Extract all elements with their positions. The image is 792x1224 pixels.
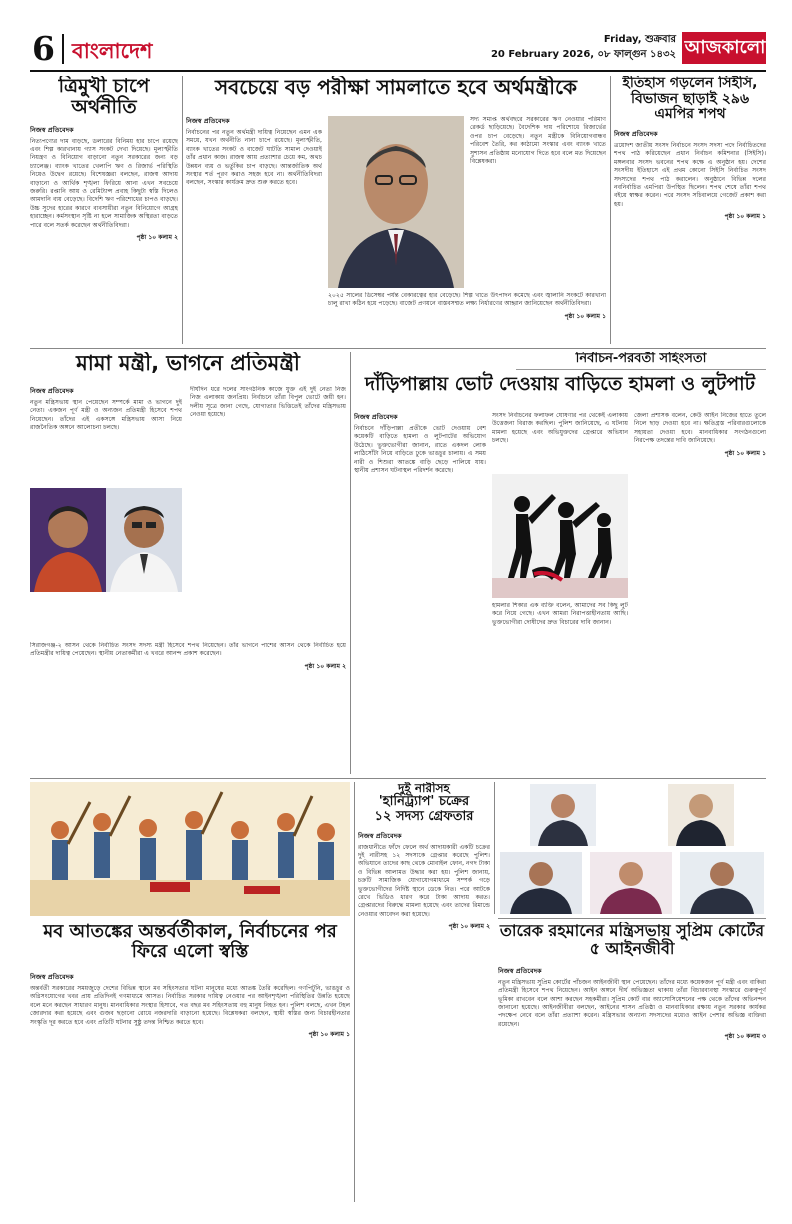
page-number: 6 bbox=[32, 30, 55, 68]
article-body: নিত্যপণ্যের দাম বাড়ছে, ডলারের বিনিময় হার চাপে রয়েছে এবং শিল্প কারখানায় গ্যাস সংকট দেখা দিয়েছে। মূল্যস্ফীতি নিয়ন্ত্রণ ও বিনিয়োগ বাড়ানো নতুন সরকারের জন্য বড় চ্যালেঞ্জ। ব্যাংক খাতের খেলাপি ঋণ ও রিজার্ভ পরিস্থিতি নিয়েও উদ্বেগ রয়েছে। বিশেষজ্ঞরা বলছেন, রাজস্ব আদায় বাড়ানো ও আর্থিক শৃঙ্খলা ফিরিয়ে আনা এখন সবচেয়ে জরুরি। রপ্তানি আয় ও রেমিট্যান্স প্রবাহ কিছুটা স্বস্তি দিলেও আমদানি ব্যয় বেড়েছে। বিদেশি ঋণ পরিশোধের চাপও বাড়ছে। উচ্চ সুদের হারের কারণে ব্যবসায়ীরা নতুন বিনিয়োগে আগ্রহ হারাচ্ছেন। কর্মসংস্থান সৃষ্টি না হলে সামাজিক অস্থিরতা বাড়তে পারে বলে সতর্ক করেছেন অর্থনীতিবিদরা। bbox=[30, 137, 178, 229]
headline: ত্রিমুখী চাপে অর্থনীতি bbox=[58, 76, 150, 119]
continued-note[interactable]: পৃষ্ঠা ১০ কলাম ১ bbox=[724, 213, 766, 221]
continued-note[interactable]: পৃষ্ঠা ১০ কলাম ২ bbox=[304, 662, 346, 670]
story-oath bbox=[614, 76, 766, 344]
headline: ইতিহাস গড়লেন সিইসি, বিভাজন ছাড়াই ২৯৬ এমপির শপথ bbox=[622, 76, 758, 123]
headline: তারেক রহমানের মন্ত্রিসভায় সুপ্রিম কোর্টের ৫ আইনজীবী bbox=[499, 922, 765, 958]
headline: সবচেয়ে বড় পরীক্ষা সামলাতে হবে অর্থমন্ত্রীকে bbox=[214, 76, 578, 99]
article-body: রাজধানীতে ফাঁদে ফেলে অর্থ আদায়কারী একটি চক্রের দুই নারীসহ ১২ সদস্যকে গ্রেপ্তার করেছে পুলিশ। অভিযানে তাদের কাছ থেকে মোবাইল ফোন, নগদ টাকা ও বিভিন্ন আলামত উদ্ধার করা হয়। পুলিশ জানায়, চক্রটি সামাজিক যোগাযোগমাধ্যমে সম্পর্ক গড়ে ভুক্তভোগীদের নির্দিষ্ট স্থানে ডেকে নিত। পরে আটকে রেখে ভিডিও ধারণ করে টাকা আদায় করত। গ্রেপ্তারদের বিরুদ্ধে মামলা হয়েছে এবং তাদের রিমান্ডে নেওয়ার আবেদন করা হয়েছে। bbox=[358, 843, 490, 918]
continued-note[interactable]: পৃষ্ঠা ১০ কলাম ২ bbox=[448, 923, 490, 931]
headline: মামা মন্ত্রী, ভাগনে প্রতিমন্ত্রী bbox=[76, 352, 300, 375]
headline-bottom: ১২ সদস্য গ্রেফতার bbox=[374, 808, 474, 824]
section-rule bbox=[30, 348, 766, 349]
article-body: নতুন মন্ত্রিসভায় স্থান পেয়েছেন সম্পর্কে মামা ও ভাগনে দুই নেতা। একজন পূর্ণ মন্ত্রী ও অন্যজন প্রতিমন্ত্রী হিসেবে শপথ নিয়েছেন। তাঁদের এই একসঙ্গে মন্ত্রিসভায় আসা নিয়ে রাজনৈতিক অঙ্গনে আলোচনা চলছে। bbox=[30, 399, 182, 432]
byline: নিজস্ব প্রতিবেদক bbox=[186, 117, 230, 125]
article-body: নির্বাচনের পর নতুন অর্থমন্ত্রী দায়িত্ব নিয়েছেন এমন এক সময়ে, যখন অর্থনীতি নানা চাপে রয়েছে। মূল্যস্ফীতি, ব্যাংক খাতের সংকট ও বাজেট ঘাটতি সামাল দেওয়াই তাঁর প্রধান কাজ। রাজস্ব আয় প্রত্যাশার চেয়ে কম, অথচ উন্নয়ন ব্যয় ও ভর্তুকির চাপ বাড়ছে। আন্তর্জাতিক অর্থ সংস্থার শর্ত পূরণ করাও সহজ হবে না। অর্থনীতিবিদরা বলছেন, সংস্কার কার্যক্রম দ্রুত শুরু করতে হবে। bbox=[186, 129, 322, 187]
section-name: বাংলাদেশ bbox=[72, 39, 153, 63]
column-rule bbox=[354, 782, 355, 1202]
header-rule bbox=[30, 70, 766, 72]
story-economy bbox=[30, 76, 178, 344]
headline: দাঁড়িপাল্লায় ভোট দেওয়ায় বাড়িতে হামলা ও লুটপাট bbox=[364, 372, 756, 395]
story-relief bbox=[30, 782, 350, 1202]
article-body-right: সদ্য সমাপ্ত অর্থবছরে সরকারের ঋণ নেওয়ার পরিমাণ রেকর্ড ছাড়িয়েছে। বৈদেশিক দায় পরিশোধে রিজার্ভের ওপর চাপ বেড়েছে। নতুন মন্ত্রীকে বিনিয়োগবান্ধব পরিবেশ তৈরি, কর কাঠামো সংস্কার এবং ব্যাংক খাতে সুশাসন প্রতিষ্ঠায় মনোযোগ দিতে হবে বলে মত দিয়েছেন বিশ্লেষকরা। bbox=[470, 116, 606, 166]
article-body-right: দীর্ঘদিন ধরে দলের সাংগঠনিক কাজে যুক্ত এই দুই নেতা নিজ নিজ এলাকায় জনপ্রিয়। নির্বাচনে তাঁরা বিপুল ভোটে জয়ী হন। দলীয় সূত্রে জানা গেছে, যোগ্যতার ভিত্তিতেই তাঁদের মন্ত্রিসভায় নেওয়া হয়েছে। bbox=[190, 386, 346, 419]
column-rule bbox=[350, 352, 351, 774]
byline: নিজস্ব প্রতিবেদক bbox=[30, 387, 74, 395]
article-body-mid: সংসদ নির্বাচনের ফলাফল ঘোষণার পর থেকেই এলাকায় উত্তেজনা বিরাজ করছিল। পুলিশ জানিয়েছে, এ ঘটনায় মামলা হয়েছে এবং অভিযুক্তদের গ্রেপ্তারে অভিযান চলছে। bbox=[492, 412, 628, 445]
continued-note[interactable]: পৃষ্ঠা ১০ কলাম ২ bbox=[136, 234, 178, 241]
article-body-right: জেলা প্রশাসক বলেন, কেউ আইন নিজের হাতে তুলে নিলে ছাড় দেওয়া হবে না। ক্ষতিগ্রস্ত পরিবারগুলোকে সহায়তা দেওয়া হবে। মানবাধিকার সংগঠনগুলো নিরপেক্ষ তদন্তের দাবি জানিয়েছে। bbox=[634, 412, 766, 445]
story-nephew bbox=[30, 352, 346, 774]
article-body: ত্রয়োদশ জাতীয় সংসদ নির্বাচনে সংসদ সদস্য পদে নির্বাচিতদের শপথ পাঠ করিয়েছেন প্রধান নির্বাচন কমিশনার (সিইসি)। মঙ্গলবার সংসদ ভবনের শপথ কক্ষে এ অনুষ্ঠান হয়। দেশের সংসদীয় ইতিহাসে এই প্রথম কোনো সিইসি নির্বাচিত সংসদ সদস্যদের শপথ পাঠ করালেন। অনুষ্ঠানে বিভিন্ন দলের নবনির্বাচিত এমপিরা উপস্থিত ছিলেন। শপথ শেষে তাঁরা শপথ বইয়ে স্বাক্ষর করেন। পরে সংসদ সচিবালয়ে গেজেট প্রকাশ করা হয়। bbox=[614, 142, 766, 208]
headline: মব আতঙ্কের অন্তর্বর্তীকাল, নির্বাচনের পর ফিরে এলো স্বস্তি bbox=[43, 921, 337, 963]
story-finance bbox=[186, 76, 606, 344]
story-lawyers bbox=[498, 922, 766, 1202]
article-body-under: হামলার শিকার এক ব্যক্তি বলেন, আমাদের সব কিছু লুট করে নিয়ে গেছে। এখন আমরা নিরাপত্তাহীনতায় আছি। ভুক্তভোগীরা দোষীদের দ্রুত বিচারের দাবি জানান। bbox=[492, 602, 628, 626]
article-body-bottom: ২০২৫ সালের ডিসেম্বর পর্যন্ত বেকারত্বের হার বেড়েছে। শিল্প খাতে উৎপাদন কমেছে এবং জ্বালানি সংকটে কারখানা চালু রাখা কঠিন হয়ে পড়েছে। বাজেট প্রণয়নে বাস্তবসম্মত লক্ষ্য নির্ধারণের আহ্বান জানিয়েছেন অর্থনীতিবিদরা। bbox=[328, 292, 606, 308]
byline: নিজস্ব প্রতিবেদক bbox=[498, 966, 542, 975]
story-gang bbox=[358, 782, 490, 1202]
page-header bbox=[30, 30, 766, 68]
continued-note[interactable]: পৃষ্ঠা ১০ কলাম ৩ bbox=[724, 1033, 766, 1041]
lawyers-photo-grid bbox=[498, 782, 766, 916]
continued-note[interactable]: পৃষ্ঠা ১০ কলাম ১ bbox=[724, 449, 766, 457]
minister-photo bbox=[328, 116, 464, 288]
column-rule bbox=[182, 76, 183, 344]
column-rule bbox=[494, 782, 495, 914]
article-body: নির্বাচনে দাঁড়িপাল্লা প্রতীকে ভোট দেওয়ায় বেশ কয়েকটি বাড়িতে হামলা ও লুটপাটের অভিযোগ উঠেছে। ভুক্তভোগীরা জানান, রাতে একদল লোক লাঠিসোঁটা নিয়ে বাড়িতে ঢুকে ভাঙচুর চালায়। এ সময় নারী ও শিশুরা আতঙ্কে বাড়ি ছেড়ে পালিয়ে যায়। স্থানীয় প্রশাসন ঘটনাস্থল পরিদর্শন করেছে। bbox=[354, 425, 486, 475]
story-violence bbox=[354, 352, 766, 776]
article-body: নতুন মন্ত্রিসভায় সুপ্রিম কোর্টের পাঁচজন আইনজীবী স্থান পেয়েছেন। তাঁদের মধ্যে কয়েকজন পূর্ণ মন্ত্রী এবং বাকিরা প্রতিমন্ত্রী হিসেবে শপথ নিয়েছেন। আইন অঙ্গনে দীর্ঘ অভিজ্ঞতা থাকায় তাঁরা বিচারব্যবস্থা সংস্কারে গুরুত্বপূর্ণ ভূমিকা রাখবেন বলে আশা করছেন সহকর্মীরা। সুপ্রিম কোর্ট বার অ্যাসোসিয়েশনের পক্ষ থেকে তাঁদের অভিনন্দন জানানো হয়েছে। আইনজীবীরা বলছেন, আইনের শাসন প্রতিষ্ঠা ও মানবাধিকার রক্ষায় নতুন সরকার কার্যকর পদক্ষেপ নেবে বলে তাঁরা প্রত্যাশা করেন। মন্ত্রিসভার অন্যান্য সদস্যদের মধ্যেও আইন পেশার অভিজ্ঞ ব্যক্তিরা রয়েছেন। bbox=[498, 978, 766, 1028]
byline: নিজস্ব প্রতিবেদক bbox=[30, 125, 74, 134]
column-rule bbox=[610, 76, 611, 344]
byline: নিজস্ব প্রতিবেদক bbox=[30, 973, 74, 981]
continued-note[interactable]: পৃষ্ঠা ১০ কলাম ১ bbox=[308, 1031, 350, 1039]
article-body-bottom: সিরাজগঞ্জ-২ আসন থেকে নির্বাচিত সংসদ সদস্য মন্ত্রী হিসেবে শপথ নিয়েছেন। তাঁর ভাগনে পাশের আসন থেকে নির্বাচিত হয়ে প্রতিমন্ত্রীর দায়িত্ব পেয়েছেন। স্থানীয় নেতাকর্মীরা এ খবরে আনন্দ প্রকাশ করেছেন। bbox=[30, 642, 346, 658]
issue-date: 20 February 2026, ০৮ ফাল্গুন ১৪৩২ bbox=[490, 49, 676, 60]
section-rule bbox=[30, 778, 766, 779]
violence-illustration bbox=[492, 474, 628, 598]
issue-day: Friday, শুক্রবার bbox=[603, 34, 676, 45]
minister-photo bbox=[30, 488, 182, 592]
continued-note[interactable]: পৃষ্ঠা ১০ কলাম ১ bbox=[564, 312, 606, 320]
byline: নিজস্ব প্রতিবেদক bbox=[358, 831, 402, 840]
headline-top: দুই নারীসহ bbox=[398, 782, 450, 795]
masthead-logo: আজকালো bbox=[682, 32, 766, 64]
byline: নিজস্ব প্রতিবেদক bbox=[354, 413, 398, 421]
byline: নিজস্ব প্রতিবেদক bbox=[614, 130, 658, 139]
section-divider bbox=[62, 34, 64, 64]
article-body: অন্তর্বর্তী সরকারের সময়জুড়ে দেশের বিভিন্ন স্থানে মব সহিংসতার ঘটনা মানুষের মধ্যে আতঙ্ক তৈরি করেছিল। গণপিটুনি, ভাঙচুর ও অগ্নিসংযোগের খবর প্রায় প্রতিদিনই গণমাধ্যমে আসত। নির্বাচিত সরকার দায়িত্ব নেওয়ার পর আইনশৃঙ্খলা পরিস্থিতির উন্নতি হয়েছে বলে মনে করছেন সাধারণ মানুষ। মানবাধিকার সংস্থার হিসাবে, গত বছর মব সহিংসতায় বহু মানুষ নিহত হন। পুলিশ বলছে, এখন টহল জোরদার করা হয়েছে এবং গুজব ছড়ানো রোধে নজরদারি বাড়ানো হয়েছে। বিশ্লেষকরা বলছেন, স্থায়ী স্বস্তির জন্য বিচারহীনতার সংস্কৃতি দূর করতে হবে এবং প্রতিটি ঘটনার সুষ্ঠু তদন্ত নিশ্চিত করতে হবে। bbox=[30, 985, 350, 1026]
headline-mid: 'হানিট্র্যাপ' চক্রের bbox=[378, 794, 470, 810]
section-rule bbox=[498, 918, 766, 919]
mob-illustration bbox=[30, 782, 350, 916]
kicker: নির্বাচন-পরবর্তী সহিংসতা bbox=[516, 352, 766, 370]
